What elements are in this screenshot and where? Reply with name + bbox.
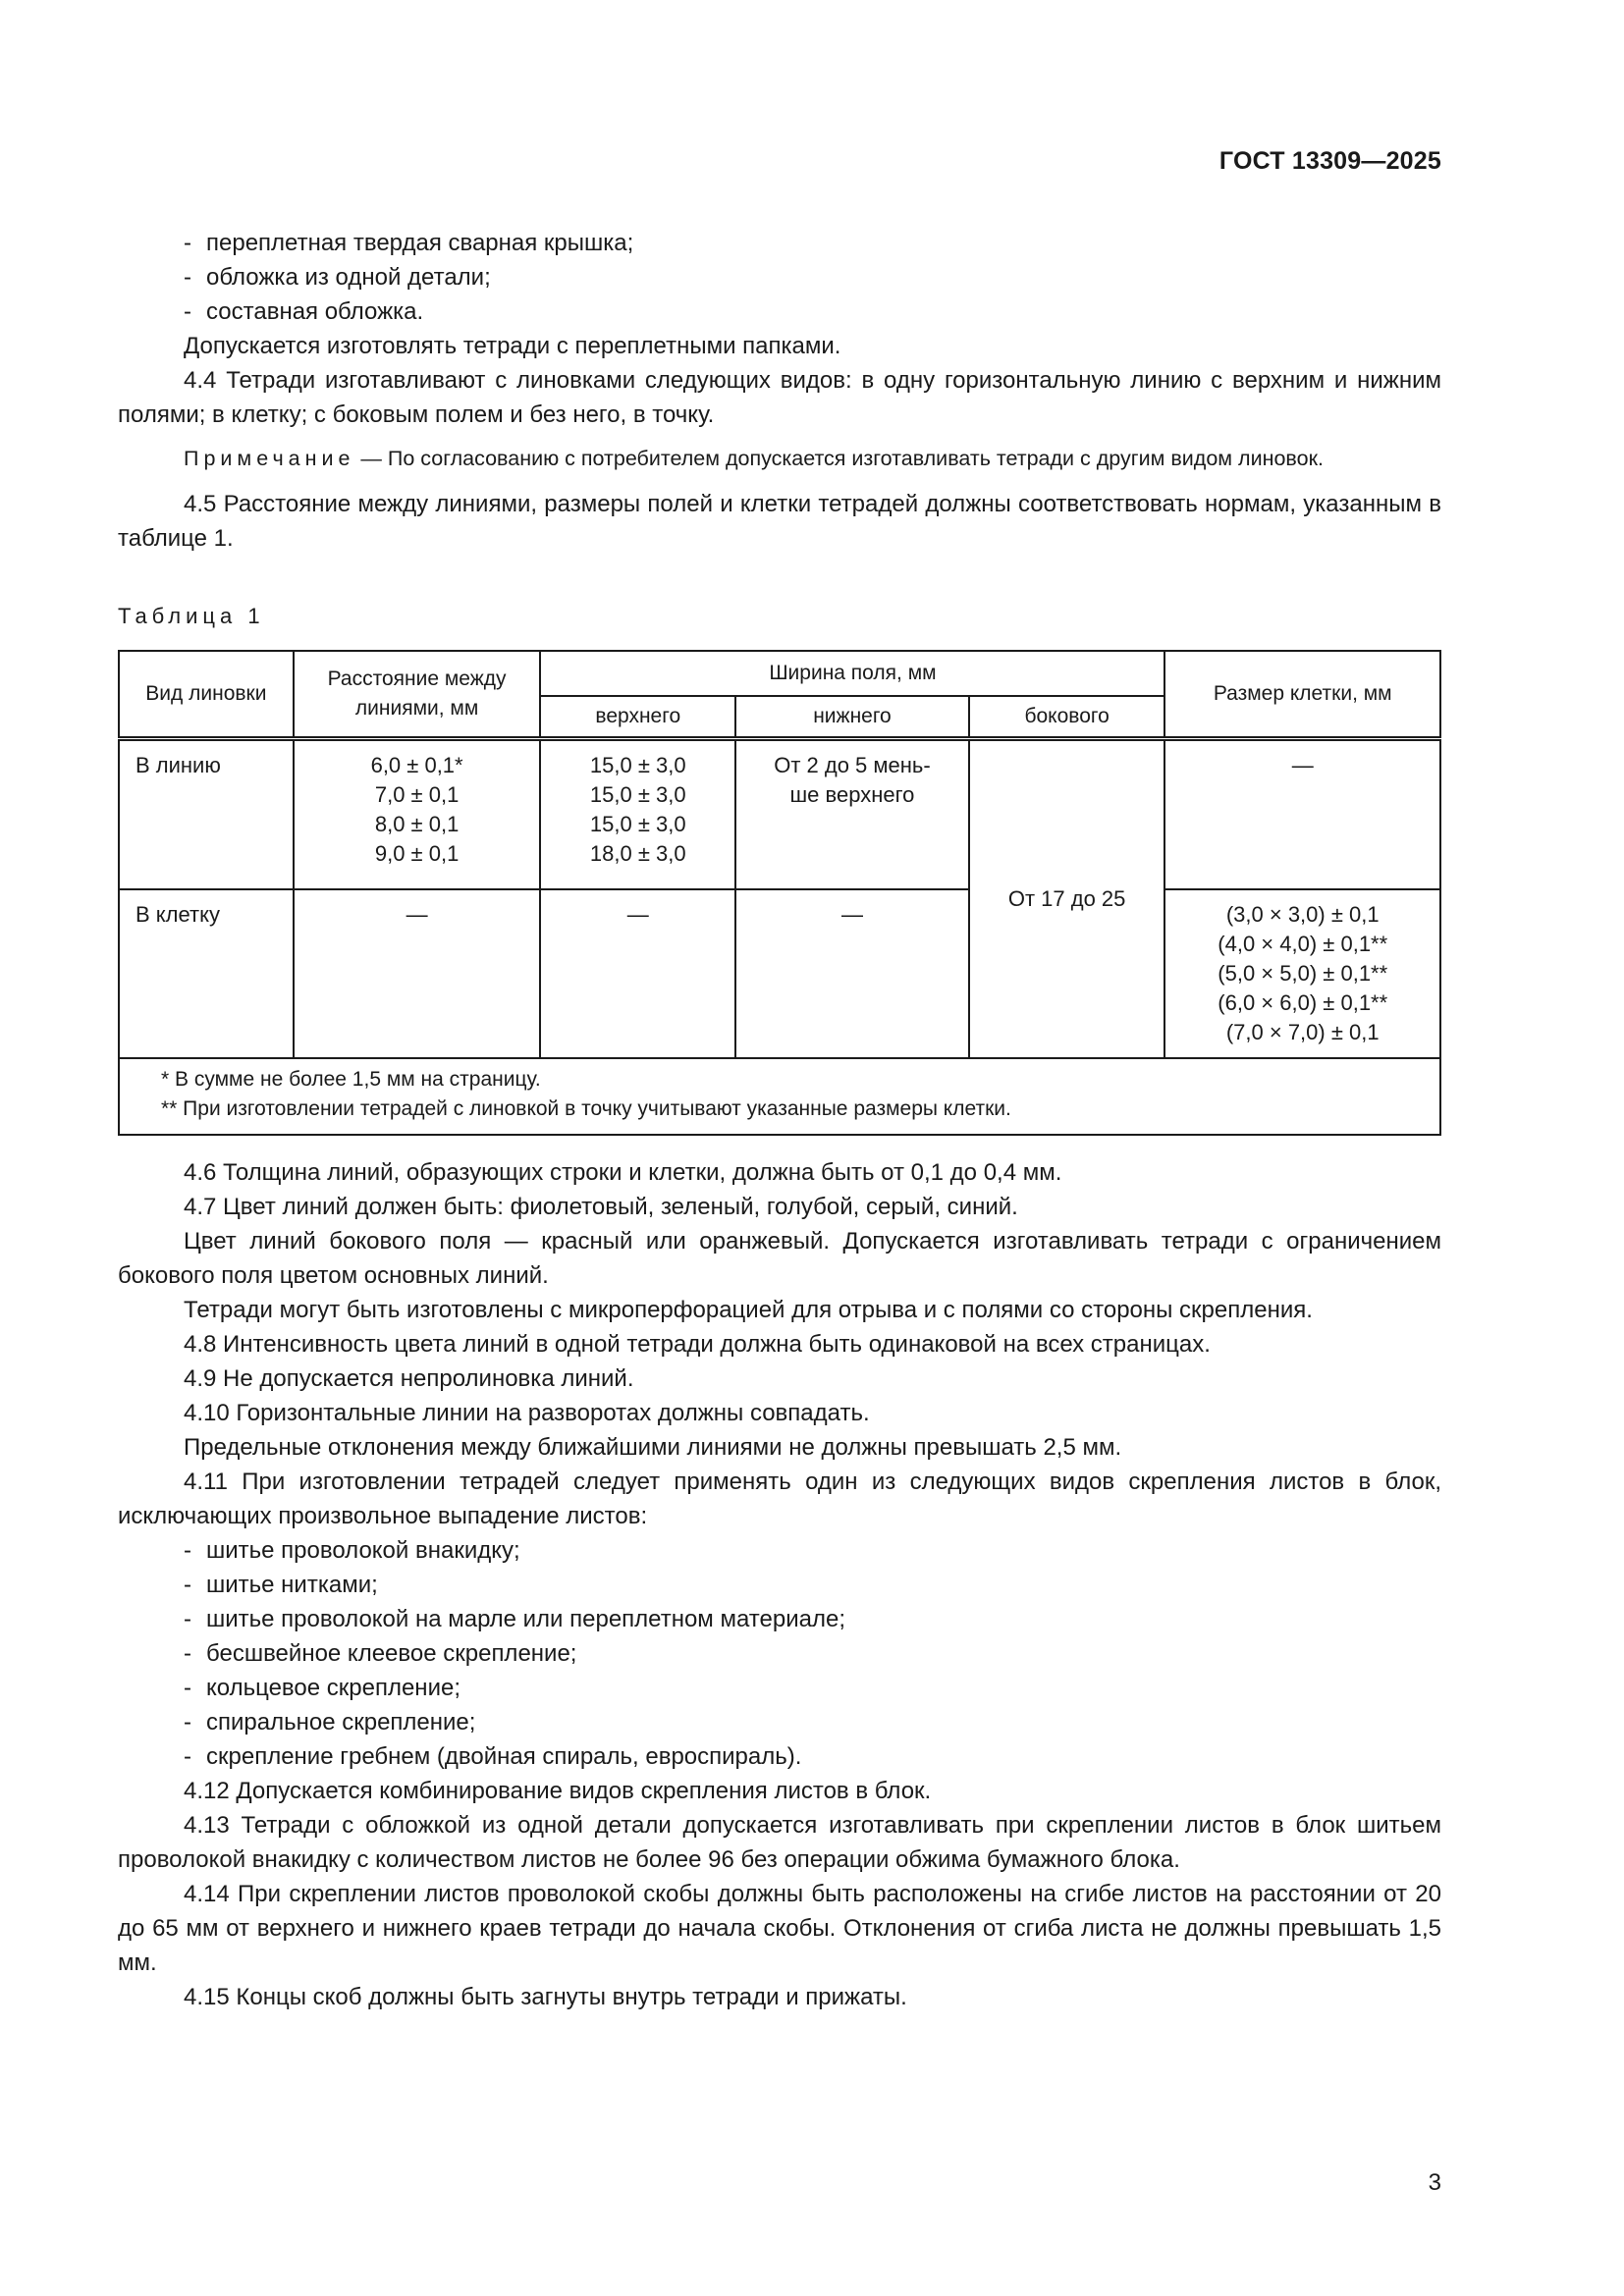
cell-size: — <box>1164 739 1440 890</box>
table-row <box>119 739 1440 890</box>
list-item: - скрепление гребнем (двойная спираль, евроспираль). <box>184 1743 802 1770</box>
document-id: ГОСТ 13309—2025 <box>1218 147 1441 175</box>
cell-kind: В клетку <box>119 889 294 1058</box>
paragraph-4-4: 4.4 Тетради изготавливают с линовками следующих видов: в одну горизонтальную линию с верхним и нижним полями; в клетку; с боковым полем и без него, в точку. <box>118 367 1441 428</box>
intro-section <box>118 226 1441 556</box>
cell-bottom: — <box>735 889 969 1058</box>
table-caption: Таблица 1 <box>118 604 265 628</box>
table-footnotes <box>119 1058 1440 1135</box>
cell-bottom: От 2 до 5 мень- ше верхнего <box>735 739 969 890</box>
paragraph: Предельные отклонения между ближайшими линиями не должны превышать 2,5 мм. <box>184 1434 1122 1461</box>
list-item: - спиральное скрепление; <box>184 1709 476 1735</box>
header-top: верхнего <box>540 696 735 739</box>
paragraph-4-8: 4.8 Интенсивность цвета линий в одной тетради должна быть одинаковой на всех страницах. <box>184 1331 1211 1358</box>
list-item: - бесшвейное клеевое скрепление; <box>184 1640 577 1667</box>
header-spacing: Расстояние между линиями, мм <box>294 651 541 739</box>
paragraph-4-12: 4.12 Допускается комбинирование видов скрепления листов в блок. <box>184 1778 932 1804</box>
ruling-table <box>118 650 1441 1136</box>
table-row <box>119 889 1440 1058</box>
list-item: - шитье проволокой на марле или переплетном материале; <box>184 1606 845 1632</box>
header-cell-size: Размер клетки, мм <box>1164 651 1440 739</box>
cell-spacing: — <box>294 889 541 1058</box>
header-kind: Вид линовки <box>119 651 294 739</box>
footnote: ** При изготовлении тетрадей с линовкой в точку учитывают указанные размеры клетки. <box>161 1097 1011 1120</box>
cell-top: — <box>540 889 735 1058</box>
paragraph-4-6: 4.6 Толщина линий, образующих строки и клетки, должна быть от 0,1 до 0,4 мм. <box>184 1159 1062 1186</box>
list-item: - переплетная твердая сварная крышка; <box>184 230 634 256</box>
list-item: - составная обложка. <box>184 298 424 325</box>
paragraph-4-15: 4.15 Концы скоб должны быть загнуты внутрь тетради и прижаты. <box>184 1984 907 2010</box>
list-item: - шитье нитками; <box>184 1572 378 1598</box>
cell-kind: В линию <box>119 739 294 890</box>
paragraph-4-11: 4.11 При изготовлении тетрадей следует применять один из следующих видов скрепления листов в блок, исключающих произвольное выпадение листов: <box>118 1468 1441 1529</box>
footnote: * В сумме не более 1,5 мм на страницу. <box>161 1068 541 1091</box>
header-side: бокового <box>969 696 1165 739</box>
paragraph: Цвет линий бокового поля — красный или оранжевый. Допускается изготавливать тетради с ограничением бокового поля цветом основных линий. <box>118 1228 1441 1289</box>
list-item: - обложка из одной детали; <box>184 264 491 291</box>
paragraph: Допускается изготовлять тетради с переплетными папками. <box>184 333 841 359</box>
cell-side: От 17 до 25 <box>969 739 1165 1059</box>
list-item: - кольцевое скрепление; <box>184 1675 460 1701</box>
paragraph-4-13: 4.13 Тетради с обложкой из одной детали допускается изготавливать при скреплении листов в блок шитьем проволокой внакидку с количеством листов не более 96 без операции обжима бумажного блока. <box>118 1812 1441 1873</box>
cell-size: (3,0 × 3,0) ± 0,1 (4,0 × 4,0) ± 0,1** (5,0 × 5,0) ± 0,1** (6,0 × 6,0) ± 0,1** (7,0 × 7,0) ± 0,1 <box>1164 889 1440 1058</box>
note-label: Примечание <box>184 447 355 470</box>
page-number: 3 <box>1428 2169 1441 2196</box>
paragraph-4-14: 4.14 При скреплении листов проволокой скобы должны быть расположены на сгибе листов на расстоянии от 20 до 65 мм от верхнего и нижнего краев тетради до начала скобы. Отклонения от сгиба листа не должны превышать 1,5 мм. <box>118 1881 1441 1976</box>
note <box>118 444 1441 473</box>
cell-spacing: 6,0 ± 0,1* 7,0 ± 0,1 8,0 ± 0,1 9,0 ± 0,1 <box>294 739 541 890</box>
paragraph-4-10: 4.10 Горизонтальные линии на разворотах должны совпадать. <box>184 1400 870 1426</box>
cell-top: 15,0 ± 3,0 15,0 ± 3,0 15,0 ± 3,0 18,0 ± 3,0 <box>540 739 735 890</box>
paragraph-4-7: 4.7 Цвет линий должен быть: фиолетовый, зеленый, голубой, серый, синий. <box>184 1194 1018 1220</box>
header-bottom: нижнего <box>735 696 969 739</box>
note-text: — По согласованию с потребителем допускается изготавливать тетради с другим видом линовок. <box>354 447 1324 470</box>
paragraph-4-9: 4.9 Не допускается непролиновка линий. <box>184 1365 634 1392</box>
paragraph: Тетради могут быть изготовлены с микроперфорацией для отрыва и с полями со стороны скрепления. <box>184 1297 1313 1323</box>
list-item: - шитье проволокой внакидку; <box>184 1537 520 1564</box>
body-section <box>118 1155 1441 2014</box>
paragraph-4-5: 4.5 Расстояние между линиями, размеры полей и клетки тетрадей должны соответствовать нормам, указанным в таблице 1. <box>118 491 1441 552</box>
header-margin-width: Ширина поля, мм <box>540 651 1164 696</box>
